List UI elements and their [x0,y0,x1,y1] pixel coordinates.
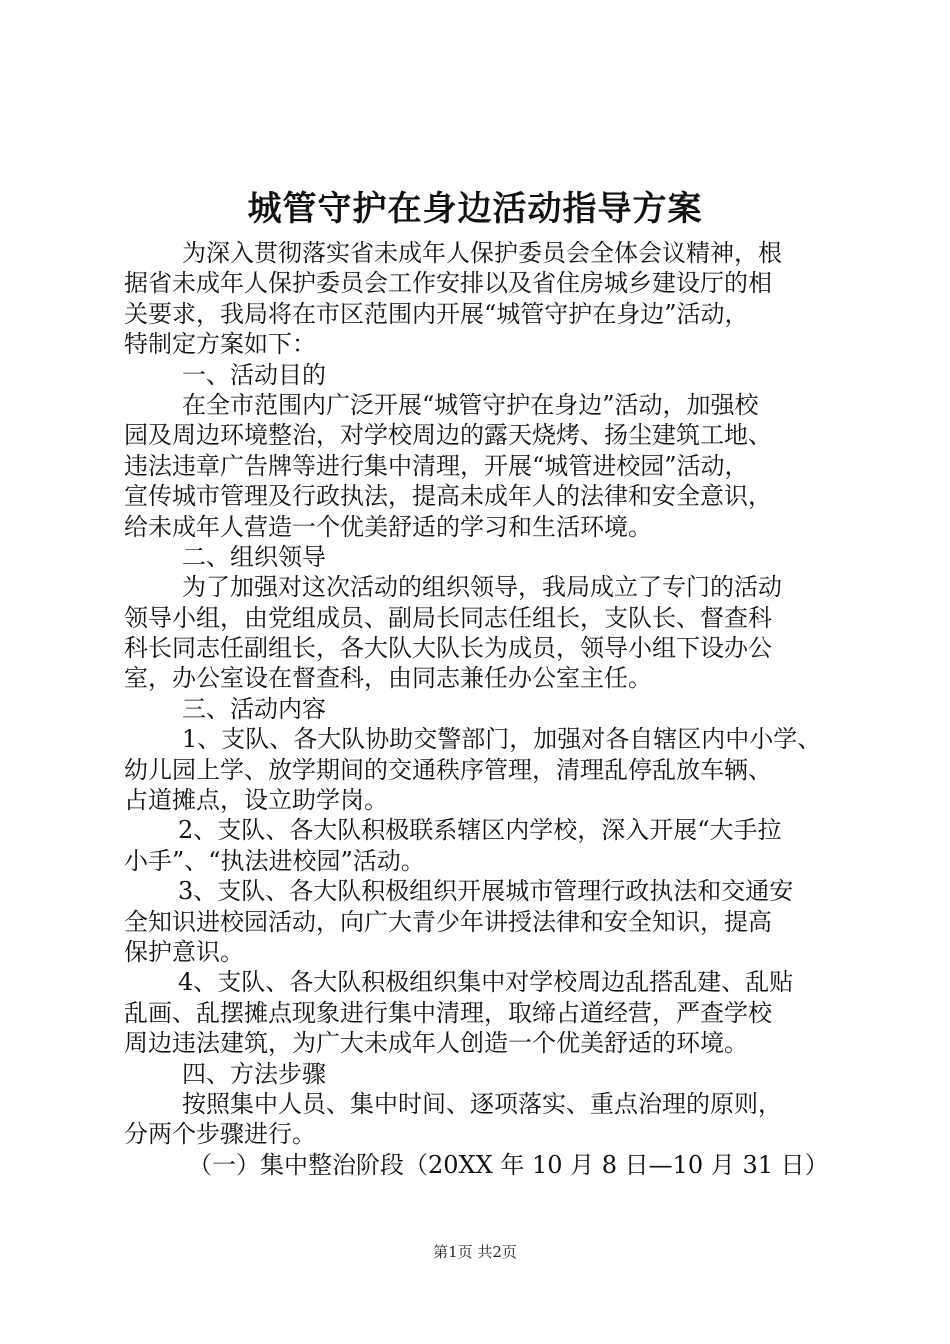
paragraph-line: 幼儿园上学、放学期间的交通秩序管理，清理乱停乱放车辆、 [124,755,772,784]
paragraph-line: 三、活动内容 [182,694,326,723]
paragraph-line: 室，办公室设在督查科，由同志兼任办公室主任。 [124,664,652,693]
paragraph-line: 乱画、乱摆摊点现象进行集中清理，取缔占道经营，严查学校 [124,998,772,1027]
paragraph-line: 科长同志任副组长，各大队大队长为成员，领导小组下设办公 [124,634,772,663]
paragraph-line: 在全市范围内广泛开展“城管守护在身边”活动，加强校 [182,390,759,419]
document-title: 城管守护在身边活动指导方案 [247,189,703,229]
paragraph-line: 特制定方案如下： [124,330,316,359]
paragraph-line: 关要求，我局将在市区范围内开展“城管守护在身边”活动， [124,299,749,328]
paragraph-line: 为深入贯彻落实省未成年人保护委员会全体会议精神，根 [182,239,782,267]
paragraph-line: 3、支队、各大队积极组织开展城市管理行政执法和交通安 [178,877,794,906]
paragraph-line: 分两个步骤进行。 [124,1120,316,1149]
paragraph-line: 2、支队、各大队积极联系辖区内学校，深入开展“大手拉 [178,816,782,845]
paragraph-line: 全知识进校园活动，向广大青少年讲授法律和安全知识，提高 [124,907,772,936]
paragraph-line: 占道摊点，设立助学岗。 [124,786,388,815]
paragraph-line: 违法违章广告牌等进行集中清理，开展“城管进校园”活动， [124,451,749,480]
paragraph-line: 按照集中人员、集中时间、逐项落实、重点治理的原则， [182,1089,782,1118]
document-body [124,238,844,1180]
paragraph-line: 为了加强对这次活动的组织领导，我局成立了专门的活动 [182,573,782,602]
paragraph-line: 给未成年人营造一个优美舒适的学习和生活环境。 [124,512,652,541]
paragraph-line: 领导小组，由党组成员、副局长同志任组长，支队长、督查科 [124,603,772,632]
paragraph-line: 二、组织领导 [182,542,326,571]
paragraph-line: 园及周边环境整治，对学校周边的露天烧烤、扬尘建筑工地、 [124,421,772,450]
paragraph-line: 四、方法步骤 [182,1059,326,1088]
paragraph-line: 宣传城市管理及行政执法，提高未成年人的法律和安全意识， [124,482,772,511]
paragraph-line: 4、支队、各大队积极组织集中对学校周边乱搭乱建、乱贴 [178,968,794,997]
page-footer: 第1页 共2页 [433,1243,517,1261]
paragraph-line: 保护意识。 [124,937,244,966]
paragraph-line: 小手”、“执法进校园”活动。 [124,846,425,875]
paragraph-line: 1、支队、各大队协助交警部门，加强对各自辖区内中小学、 [182,725,822,754]
paragraph-line: （一）集中整治阶段（20XX 年 10 月 8 日—10 月 31 日） [188,1150,829,1179]
paragraph-line: 一、活动目的 [182,360,326,389]
paragraph-line: 周边违法建筑，为广大未成年人创造一个优美舒适的环境。 [124,1029,748,1058]
paragraph-line: 据省未成年人保护委员会工作安排以及省住房城乡建设厅的相 [124,269,772,298]
